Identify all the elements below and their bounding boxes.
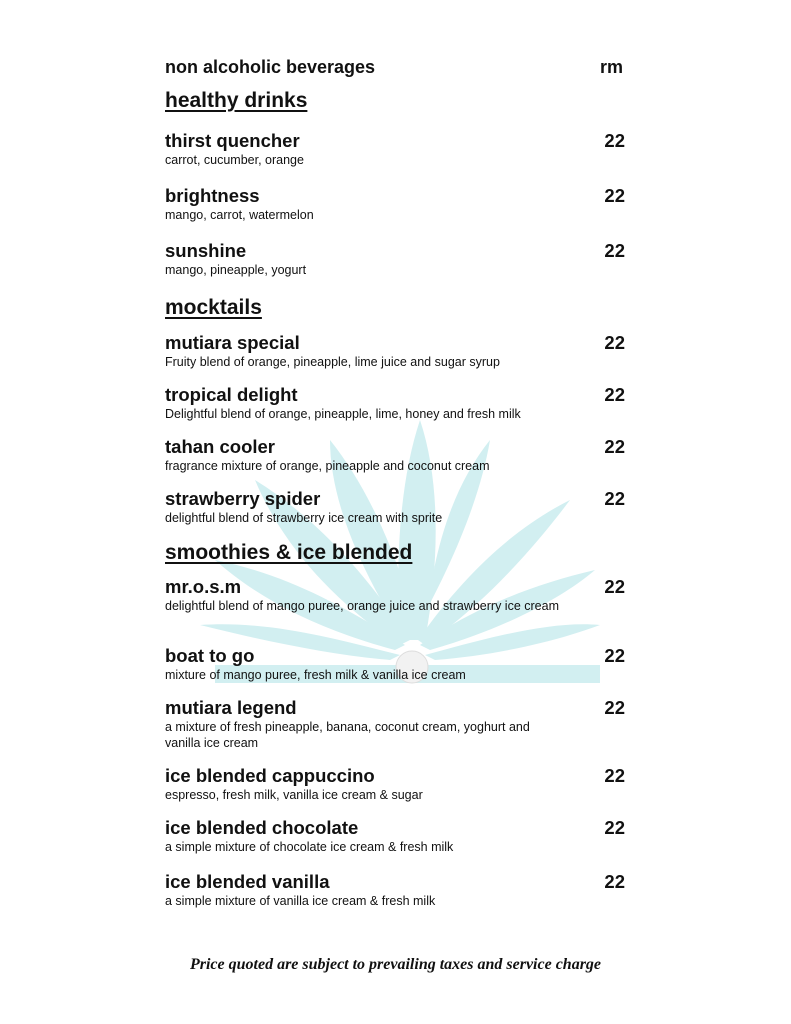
item-description: mixture of mango puree, fresh milk & vanilla ice cream [165, 668, 466, 682]
menu-title: non alcoholic beverages [165, 57, 376, 77]
section-heading: healthy drinks [165, 89, 308, 112]
menu-item [165, 384, 625, 422]
section-heading: smoothies & ice blended [165, 541, 413, 564]
menu-item [165, 332, 625, 370]
menu-item [165, 240, 625, 278]
item-price: 22 [604, 332, 625, 353]
item-description: fragrance mixture of orange, pineapple and coconut cream [165, 459, 490, 473]
item-price: 22 [604, 436, 625, 457]
item-name: tropical delight [165, 384, 298, 405]
item-name: ice blended cappuccino [165, 765, 375, 786]
item-name: ice blended chocolate [165, 817, 359, 838]
item-price: 22 [604, 645, 625, 666]
item-name: mutiara legend [165, 697, 297, 718]
menu-item [165, 185, 625, 223]
item-description: espresso, fresh milk, vanilla ice cream & sugar [165, 788, 423, 802]
item-name: boat to go [165, 645, 255, 666]
item-description: delightful blend of strawberry ice cream with sprite [165, 511, 443, 525]
item-price: 22 [604, 488, 625, 509]
footer-note: Price quoted are subject to prevailing taxes and service charge [189, 956, 602, 973]
menu-item [165, 436, 625, 474]
item-description: delightful blend of mango puree, orange juice and strawberry ice cream [165, 599, 559, 613]
item-description: Delightful blend of orange, pineapple, lime, honey and fresh milk [165, 407, 521, 421]
menu-item [165, 871, 625, 909]
item-description: a simple mixture of vanilla ice cream & fresh milk [165, 894, 436, 908]
item-name: thirst quencher [165, 130, 300, 151]
menu-item [165, 697, 625, 751]
item-name: mr.o.s.m [165, 576, 242, 597]
item-description: mango, pineapple, yogurt [165, 263, 307, 277]
item-name: strawberry spider [165, 488, 321, 509]
item-name: tahan cooler [165, 436, 275, 457]
item-name: ice blended vanilla [165, 871, 330, 892]
item-name: sunshine [165, 240, 247, 261]
item-price: 22 [604, 240, 625, 261]
item-price: 22 [604, 871, 625, 892]
item-description: Fruity blend of orange, pineapple, lime juice and sugar syrup [165, 355, 500, 369]
menu-item [165, 645, 625, 683]
item-description: carrot, cucumber, orange [165, 153, 304, 167]
currency-label: rm [600, 57, 624, 77]
menu-item [165, 817, 625, 855]
item-price: 22 [604, 130, 625, 151]
item-price: 22 [604, 185, 625, 206]
section-heading: mocktails [165, 296, 262, 319]
item-price: 22 [604, 384, 625, 405]
item-price: 22 [604, 576, 625, 597]
menu-item [165, 765, 625, 803]
item-description: mango, carrot, watermelon [165, 208, 314, 222]
item-name: mutiara special [165, 332, 300, 353]
item-description: a mixture of fresh pineapple, banana, coconut cream, yoghurt and vanilla ice cream [165, 720, 530, 750]
item-name: brightness [165, 185, 260, 206]
menu-item [165, 488, 625, 526]
item-description: a simple mixture of chocolate ice cream & fresh milk [165, 840, 454, 854]
item-price: 22 [604, 765, 625, 786]
item-price: 22 [604, 817, 625, 838]
menu-item [165, 576, 625, 614]
menu-item [165, 130, 625, 168]
item-price: 22 [604, 697, 625, 718]
